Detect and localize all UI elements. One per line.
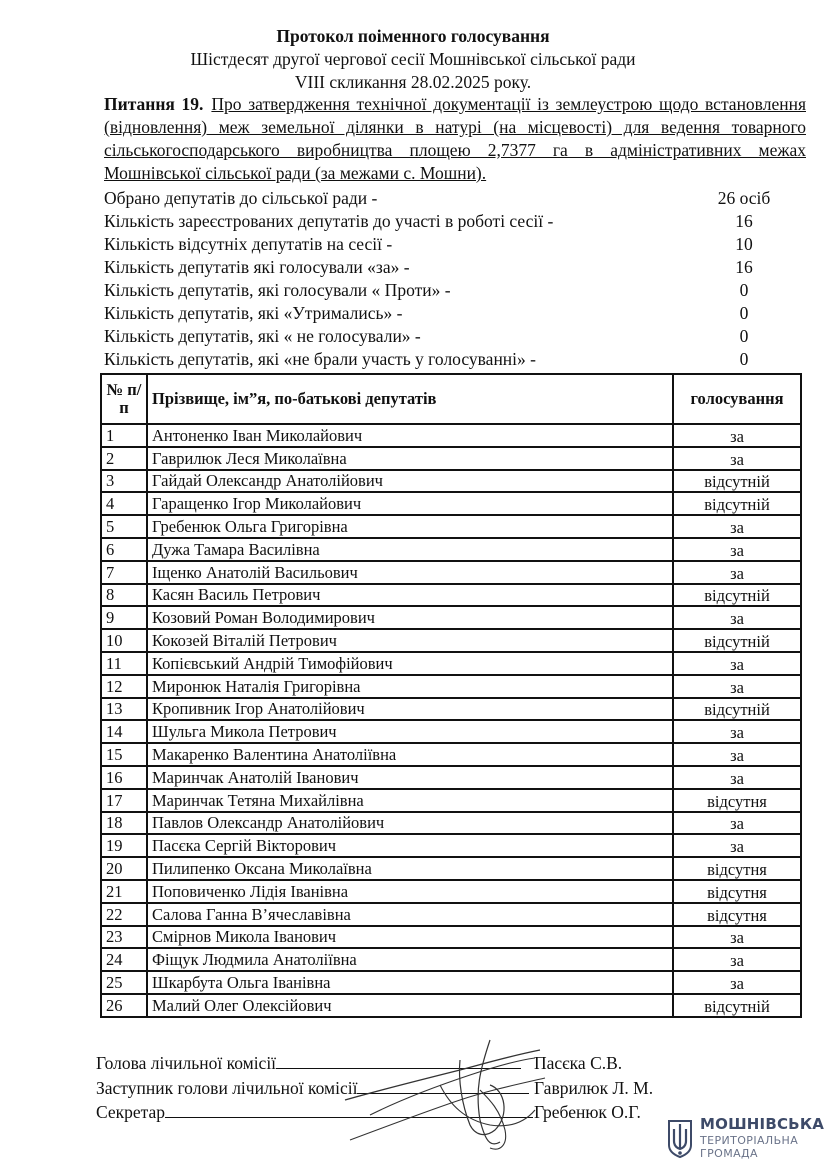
table-row (101, 948, 801, 971)
stat-row (104, 348, 806, 371)
deputy-name: Копієвський Андрій Тимофійович (147, 652, 673, 675)
vote-result: відсутній (673, 698, 801, 721)
session-line: Шістдесят другої чергової сесії Мошнівської сільської ради (190, 49, 636, 69)
row-number: 8 (101, 584, 147, 607)
deputy-name: Гаврилюк Леся Миколаївна (147, 447, 673, 470)
stat-row (104, 187, 806, 210)
deputy-name: Гайдай Олександр Анатолійович (147, 470, 673, 493)
row-number: 23 (101, 926, 147, 949)
vote-result: відсутня (673, 880, 801, 903)
table-row (101, 606, 801, 629)
table-row (101, 698, 801, 721)
deputy-name: Маринчак Тетяна Михайлівна (147, 789, 673, 812)
table-row (101, 789, 801, 812)
vote-result: за (673, 447, 801, 470)
vote-result: відсутній (673, 629, 801, 652)
signatory-name: Гаврилюк Л. М. (534, 1078, 654, 1098)
vote-result: відсутня (673, 789, 801, 812)
row-number: 24 (101, 948, 147, 971)
row-number: 7 (101, 561, 147, 584)
agenda-question (104, 93, 806, 185)
table-row (101, 675, 801, 698)
stat-label: Кількість депутатів, які «не брали участь у голосуванні» - (104, 349, 536, 369)
table-row (101, 971, 801, 994)
vote-result: за (673, 812, 801, 835)
vote-statistics (104, 187, 806, 371)
table-row (101, 538, 801, 561)
table-row (101, 994, 801, 1017)
row-number: 17 (101, 789, 147, 812)
roll-call-table (100, 373, 802, 1018)
stat-value: 0 (739, 326, 749, 346)
vote-result: за (673, 538, 801, 561)
convocation-line: VIII скликання 28.02.2025 року. (294, 72, 532, 92)
stat-value: 0 (739, 280, 749, 300)
table-row (101, 926, 801, 949)
table-row (101, 857, 801, 880)
column-header-name: Прізвище, ім”я, по-батькові депутатів (147, 374, 673, 424)
table-row (101, 584, 801, 607)
vote-result: за (673, 720, 801, 743)
vote-result: відсутній (673, 492, 801, 515)
table-row (101, 561, 801, 584)
row-number: 13 (101, 698, 147, 721)
stat-value: 16 (735, 211, 753, 231)
table-row (101, 743, 801, 766)
signatory-name: Пасєка С.В. (534, 1053, 623, 1073)
table-row (101, 766, 801, 789)
row-number: 2 (101, 447, 147, 470)
document-title: Протокол поіменного голосування (276, 26, 550, 46)
vote-result: відсутній (673, 994, 801, 1017)
stat-value: 26 осіб (717, 188, 771, 208)
stat-row (104, 302, 806, 325)
question-subject: Про затвердження технічної документації із землеустрою щодо встановлення (відновлення) меж земельної ділянки в натурі (на місцевості) для ведення товарного сільськогосподарського виробництва площею 2,7377 га в адміністративних межах Мошнівської сільської ради (за межами с. Мошни). (104, 94, 806, 183)
table-row (101, 629, 801, 652)
vote-result: за (673, 834, 801, 857)
row-number: 10 (101, 629, 147, 652)
deputy-name: Шульга Микола Петрович (147, 720, 673, 743)
row-number: 4 (101, 492, 147, 515)
stat-label: Кількість відсутніх депутатів на сесії - (104, 234, 393, 254)
deputy-name: Павлов Олександр Анатолійович (147, 812, 673, 835)
deputy-name: Кокозей Віталій Петрович (147, 629, 673, 652)
row-number: 20 (101, 857, 147, 880)
vote-result: за (673, 515, 801, 538)
row-number: 22 (101, 903, 147, 926)
handwritten-signature (340, 1030, 560, 1160)
row-number: 1 (101, 424, 147, 447)
stat-value: 10 (735, 234, 753, 254)
vote-result: за (673, 561, 801, 584)
stat-row (104, 279, 806, 302)
vote-result: за (673, 766, 801, 789)
question-number: Питання 19. (104, 94, 204, 114)
vote-result: за (673, 424, 801, 447)
column-header-vote: голосування (673, 374, 801, 424)
stat-row (104, 325, 806, 348)
row-number: 5 (101, 515, 147, 538)
table-row (101, 652, 801, 675)
deputy-name: Макаренко Валентина Анатоліївна (147, 743, 673, 766)
vote-result: за (673, 926, 801, 949)
deputy-name: Антоненко Іван Миколайович (147, 424, 673, 447)
signatory-name: Гребенюк О.Г. (534, 1102, 641, 1122)
deputy-name: Миронюк Наталія Григорівна (147, 675, 673, 698)
vote-result: за (673, 652, 801, 675)
row-number: 6 (101, 538, 147, 561)
deputy-name: Смірнов Микола Іванович (147, 926, 673, 949)
vote-result: за (673, 948, 801, 971)
deputy-name: Іщенко Анатолій Васильович (147, 561, 673, 584)
table-header-row (101, 374, 801, 424)
stat-label: Обрано депутатів до сільської ради - (104, 188, 378, 208)
row-number: 16 (101, 766, 147, 789)
vote-result: відсутній (673, 470, 801, 493)
deputy-name: Пасєка Сергій Вікторович (147, 834, 673, 857)
stat-row (104, 256, 806, 279)
vote-result: відсутня (673, 903, 801, 926)
row-number: 14 (101, 720, 147, 743)
deputy-name: Фіщук Людмила Анатоліївна (147, 948, 673, 971)
table-row (101, 834, 801, 857)
column-header-number: № п/п (101, 374, 147, 424)
table-row (101, 903, 801, 926)
vote-result: за (673, 675, 801, 698)
table-row (101, 424, 801, 447)
row-number: 11 (101, 652, 147, 675)
row-number: 26 (101, 994, 147, 1017)
logo-line-2: ТЕРИТОРІАЛЬНА (700, 1134, 799, 1147)
table-row (101, 880, 801, 903)
stat-row (104, 233, 806, 256)
deputy-name: Малий Олег Олексійович (147, 994, 673, 1017)
stat-label: Кількість депутатів, які « не голосували» - (104, 326, 421, 346)
deputy-name: Кропивник Ігор Анатолійович (147, 698, 673, 721)
row-number: 9 (101, 606, 147, 629)
logo-line-3: ГРОМАДА (700, 1147, 758, 1160)
row-number: 12 (101, 675, 147, 698)
row-number: 25 (101, 971, 147, 994)
stat-value: 16 (735, 257, 753, 277)
community-logo (666, 1115, 825, 1163)
table-row (101, 470, 801, 493)
signatory-role: Заступник голови лічильної комісії (96, 1078, 358, 1098)
deputy-name: Касян Василь Петрович (147, 584, 673, 607)
table-row (101, 515, 801, 538)
signatory-role: Голова лічильної комісії (96, 1053, 277, 1073)
deputy-name: Поповиченко Лідія Іванівна (147, 880, 673, 903)
vote-result: за (673, 606, 801, 629)
table-row (101, 720, 801, 743)
deputy-name: Дужа Тамара Василівна (147, 538, 673, 561)
deputy-name: Гребенюк Ольга Григорівна (147, 515, 673, 538)
row-number: 18 (101, 812, 147, 835)
signatory-role: Секретар (96, 1102, 166, 1122)
logo-line-1: МОШНІВСЬКА (700, 1115, 825, 1133)
row-number: 21 (101, 880, 147, 903)
stat-label: Кількість депутатів, які голосували « Проти» - (104, 280, 451, 300)
stat-value: 0 (739, 303, 749, 323)
stat-label: Кількість депутатів які голосували «за» - (104, 257, 410, 277)
row-number: 3 (101, 470, 147, 493)
deputy-name: Маринчак Анатолій Іванович (147, 766, 673, 789)
stat-label: Кількість зареєстрованих депутатів до участі в роботі сесії - (104, 211, 554, 231)
trident-icon (666, 1115, 694, 1159)
deputy-name: Шкарбута Ольга Іванівна (147, 971, 673, 994)
stat-value: 0 (739, 349, 749, 369)
vote-result: відсутній (673, 584, 801, 607)
vote-result: за (673, 743, 801, 766)
table-row (101, 447, 801, 470)
vote-result: відсутня (673, 857, 801, 880)
deputy-name: Гаращенко Ігор Миколайович (147, 492, 673, 515)
deputy-name: Салова Ганна В’ячеславівна (147, 903, 673, 926)
row-number: 15 (101, 743, 147, 766)
row-number: 19 (101, 834, 147, 857)
table-row (101, 492, 801, 515)
vote-result: за (673, 971, 801, 994)
deputy-name: Пилипенко Оксана Миколаївна (147, 857, 673, 880)
stat-row (104, 210, 806, 233)
stat-label: Кількість депутатів, які «Утримались» - (104, 303, 403, 323)
table-row (101, 812, 801, 835)
deputy-name: Козовий Роман Володимирович (147, 606, 673, 629)
